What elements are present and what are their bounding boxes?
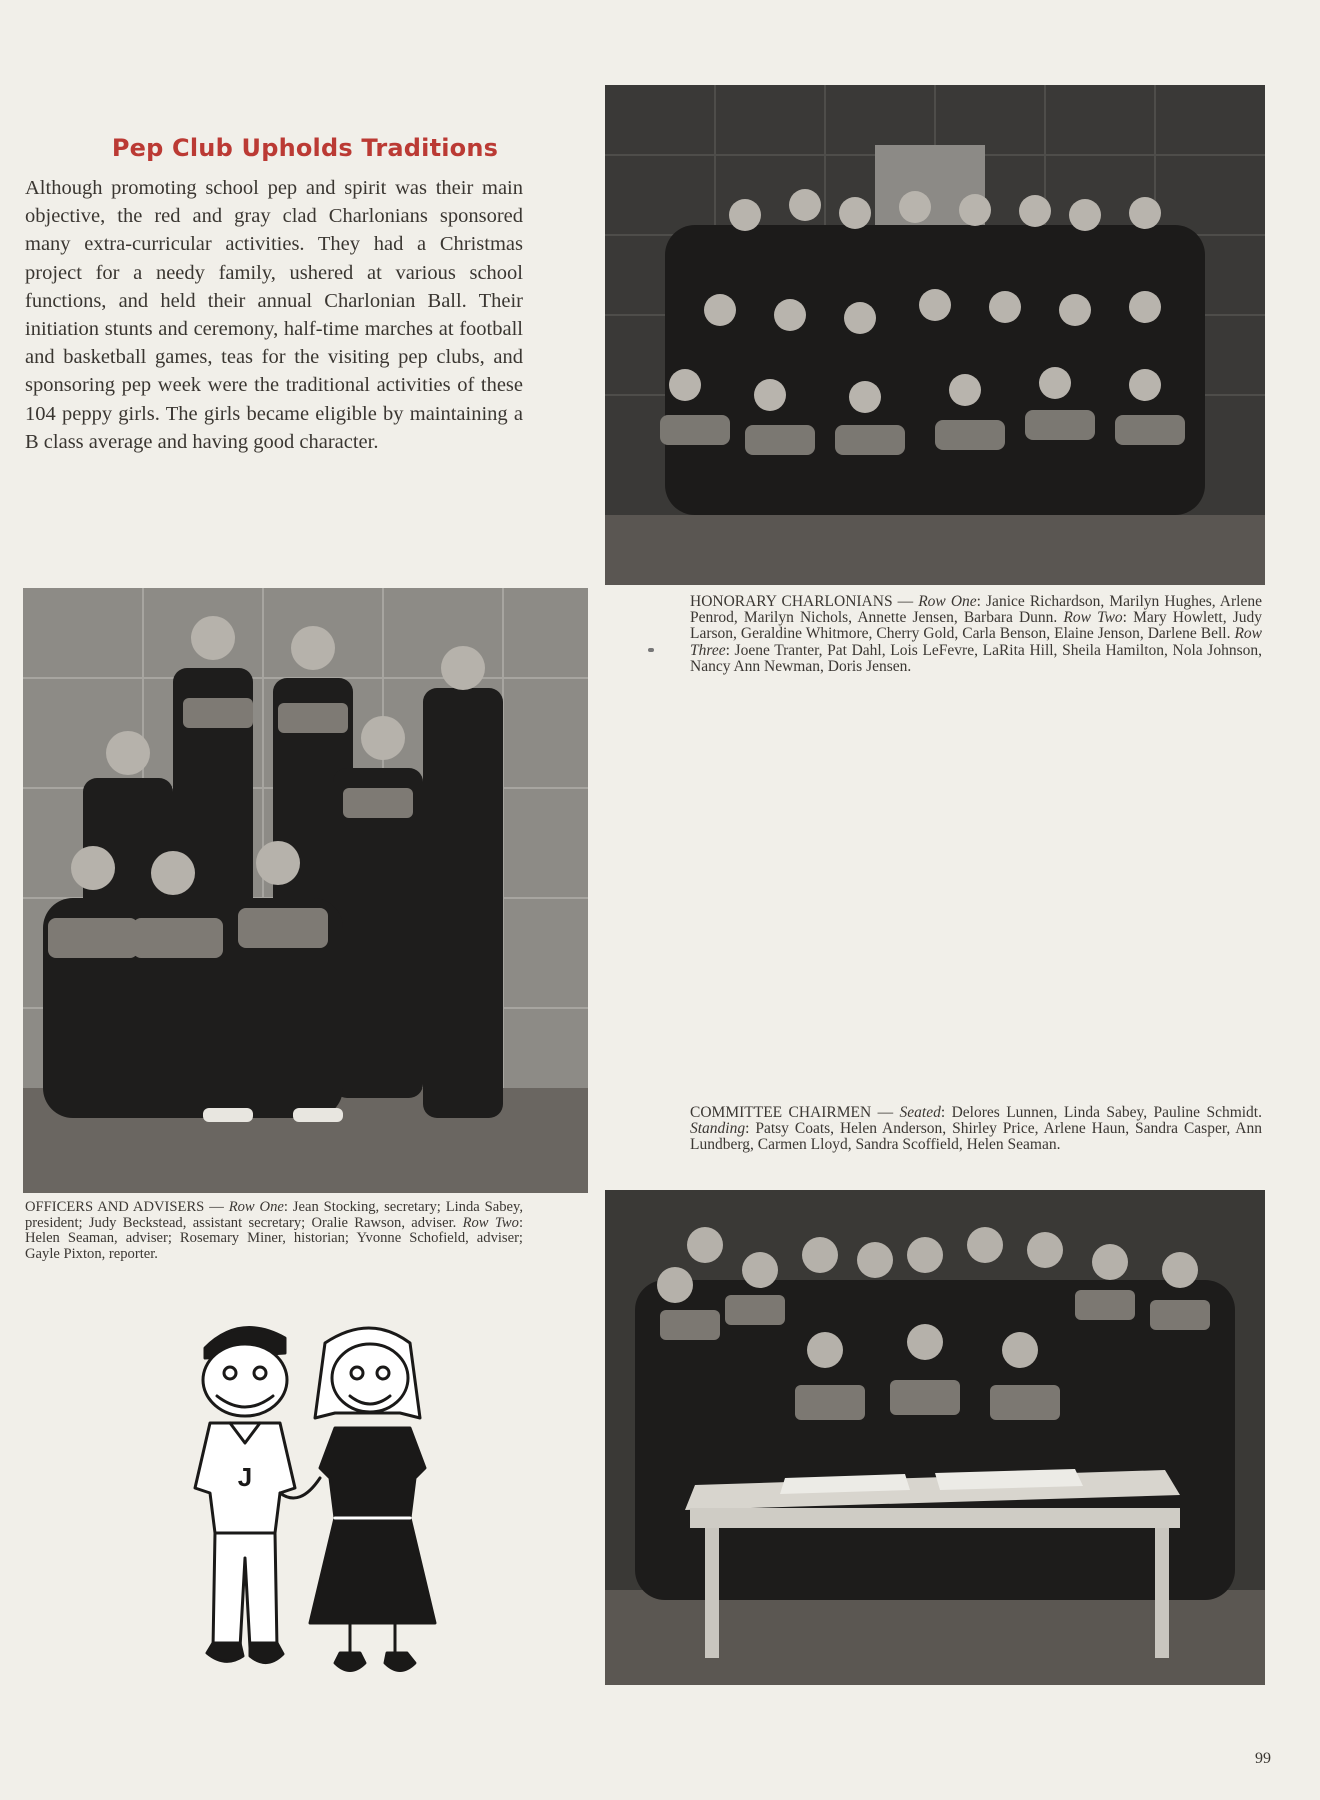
committee-standing: : Patsy Coats, Helen Anderson, Shirley Price, Arlene Haun, Sandra Casper, Ann Lundberg, Carmen Lloyd, Sandra Scoffield, Helen Seaman. (690, 1120, 1262, 1154)
honorary-charlonians-photo (605, 85, 1265, 585)
margin-mark (648, 648, 654, 652)
committee-caption (690, 1105, 1262, 1154)
officers-photo-graphic (23, 588, 588, 1193)
committee-seated-label: Seated (899, 1104, 941, 1121)
officers-group: OFFICERS AND ADVISERS — (25, 1199, 229, 1215)
officers-advisers-photo (23, 588, 588, 1193)
committee-seated: : Delores Lunnen, Linda Sabey, Pauline Schmidt. (940, 1104, 1262, 1121)
officers-caption (25, 1200, 523, 1262)
honorary-row3: : Joene Tranter, Pat Dahl, Lois LeFevre, LaRita Hill, Sheila Hamilton, Nola Johnson, Nancy Ann Newman, Doris Jensen. (690, 641, 1262, 675)
officers-row2: : Helen Seaman, adviser; Rosemary Miner, historian; Yvonne Schofield, adviser; Gayle Pixton, reporter. (25, 1214, 523, 1262)
page-number: 99 (1255, 1750, 1271, 1767)
intro-paragraph: Although promoting school pep and spirit was their main objective, the red and gray clad Charlonians sponsored many extra-curricular activities. They had a Christmas project for a needy family, ushered at various school functions, and held their annual Charlonian Ball. Their initiation stunts and ceremony, half-time marches at football and basketball games, teas for the visiting pep clubs, and sponsoring pep week were the traditional activities of these 104 peppy girls. The girls became eligible by maintaining a B class average and having good character. (25, 177, 523, 453)
page-heading: Pep Club Upholds Traditions (111, 134, 499, 162)
honorary-row1-label: Row One (918, 593, 977, 610)
honorary-group: HONORARY CHARLONIANS — (690, 593, 919, 610)
cartoon-sweater-letter: J (237, 1462, 253, 1492)
honorary-caption (690, 594, 1262, 675)
committee-photo-graphic (605, 1190, 1265, 1685)
committee-standing-label: Standing (690, 1120, 746, 1138)
cartoon-couple-illustration (185, 1318, 445, 1698)
cartoon-graphic (185, 1318, 445, 1698)
officers-row1-label: Row One (228, 1199, 284, 1215)
honorary-row3-label: Row Three (690, 625, 1262, 659)
officers-row1: : Jean Stocking, secretary; Linda Sabey, president; Judy Beckstead, assistant secretary; Oralie Rawson, adviser. (25, 1199, 523, 1231)
officers-row2-label: Row Two (462, 1214, 519, 1231)
committee-chairmen-photo (605, 1190, 1265, 1685)
honorary-row2-label: Row Two (1063, 609, 1123, 627)
honorary-row1: : Janice Richardson, Marilyn Hughes, Arlene Penrod, Marilyn Nichols, Annette Jensen, Barbara Dunn. (690, 593, 1262, 627)
committee-group: COMMITTEE CHAIRMEN — (690, 1104, 900, 1121)
honorary-row2: : Mary Howlett, Judy Larson, Geraldine Whitmore, Cherry Gold, Carla Benson, Elaine Jenson, Darlene Bell. (690, 609, 1262, 643)
honorary-photo-graphic (605, 85, 1265, 585)
